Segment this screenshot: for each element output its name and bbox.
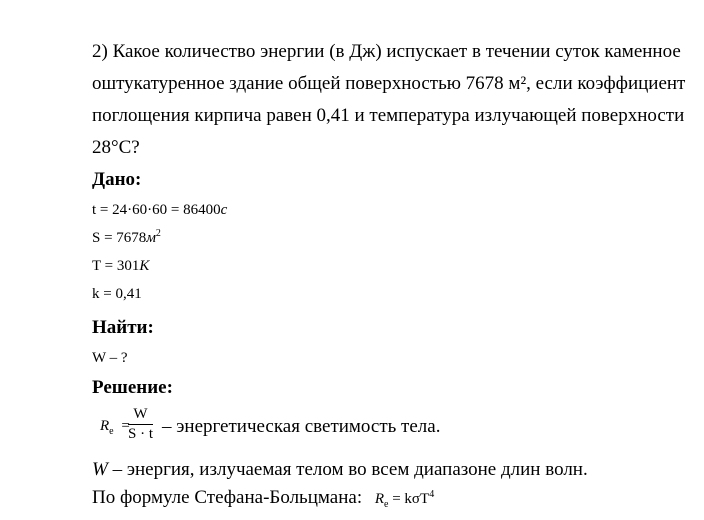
problem-line-4: 28°C? bbox=[92, 137, 140, 158]
given-temperature-formula: T = 301 bbox=[92, 258, 140, 274]
energy-definition bbox=[92, 460, 588, 479]
find-item: W – ? bbox=[92, 350, 128, 366]
stefan-boltzmann-text: По формуле Стефана-Больцмана: bbox=[92, 487, 363, 508]
luminosity-r: R bbox=[100, 418, 110, 434]
luminosity-symbol: $R_e$ = bbox=[100, 418, 130, 437]
fraction-numerator: W bbox=[128, 406, 153, 425]
stefan-rhs: = kσT bbox=[392, 491, 430, 507]
fraction-denominator: S · t bbox=[128, 426, 154, 442]
given-temperature bbox=[92, 258, 149, 275]
given-area-exponent: 2 bbox=[155, 228, 161, 239]
given-area-unit: м bbox=[146, 230, 156, 246]
energy-description: – энергия, излучаемая телом во всем диапазоне длин волн. bbox=[112, 459, 588, 480]
given-temperature-unit: K bbox=[139, 258, 150, 274]
given-heading: Дано: bbox=[92, 169, 142, 190]
find-heading: Найти: bbox=[92, 317, 154, 338]
stefan-sub: e bbox=[384, 499, 389, 510]
given-time bbox=[92, 202, 227, 219]
problem-line-1: 2) Какое количество энергии (в Дж) испускает в течении суток каменное bbox=[92, 41, 681, 62]
given-time-formula: t = 24·60·60 = 86400 bbox=[92, 202, 221, 218]
problem-line-2: оштукатуренное здание общей поверхностью 7678 м², если коэффициент bbox=[92, 73, 686, 94]
stefan-exponent: 4 bbox=[429, 489, 435, 500]
solution-heading: Решение: bbox=[92, 377, 173, 398]
given-absorption: k = 0,41 bbox=[92, 286, 142, 302]
luminosity-sub: e bbox=[109, 426, 114, 437]
luminosity-fraction bbox=[128, 406, 153, 443]
energy-symbol: W bbox=[92, 459, 108, 480]
stefan-r: R bbox=[374, 491, 385, 507]
given-area bbox=[92, 230, 161, 247]
luminosity-description: – энергетическая светимость тела. bbox=[162, 416, 441, 437]
given-area-formula: S = 7678 bbox=[92, 230, 147, 246]
stefan-boltzmann-line bbox=[92, 488, 434, 510]
stefan-boltzmann-formula bbox=[374, 489, 435, 510]
problem-line-3: поглощения кирпича равен 0,41 и температура излучающей поверхности bbox=[92, 105, 685, 126]
given-time-unit: c bbox=[220, 202, 228, 218]
